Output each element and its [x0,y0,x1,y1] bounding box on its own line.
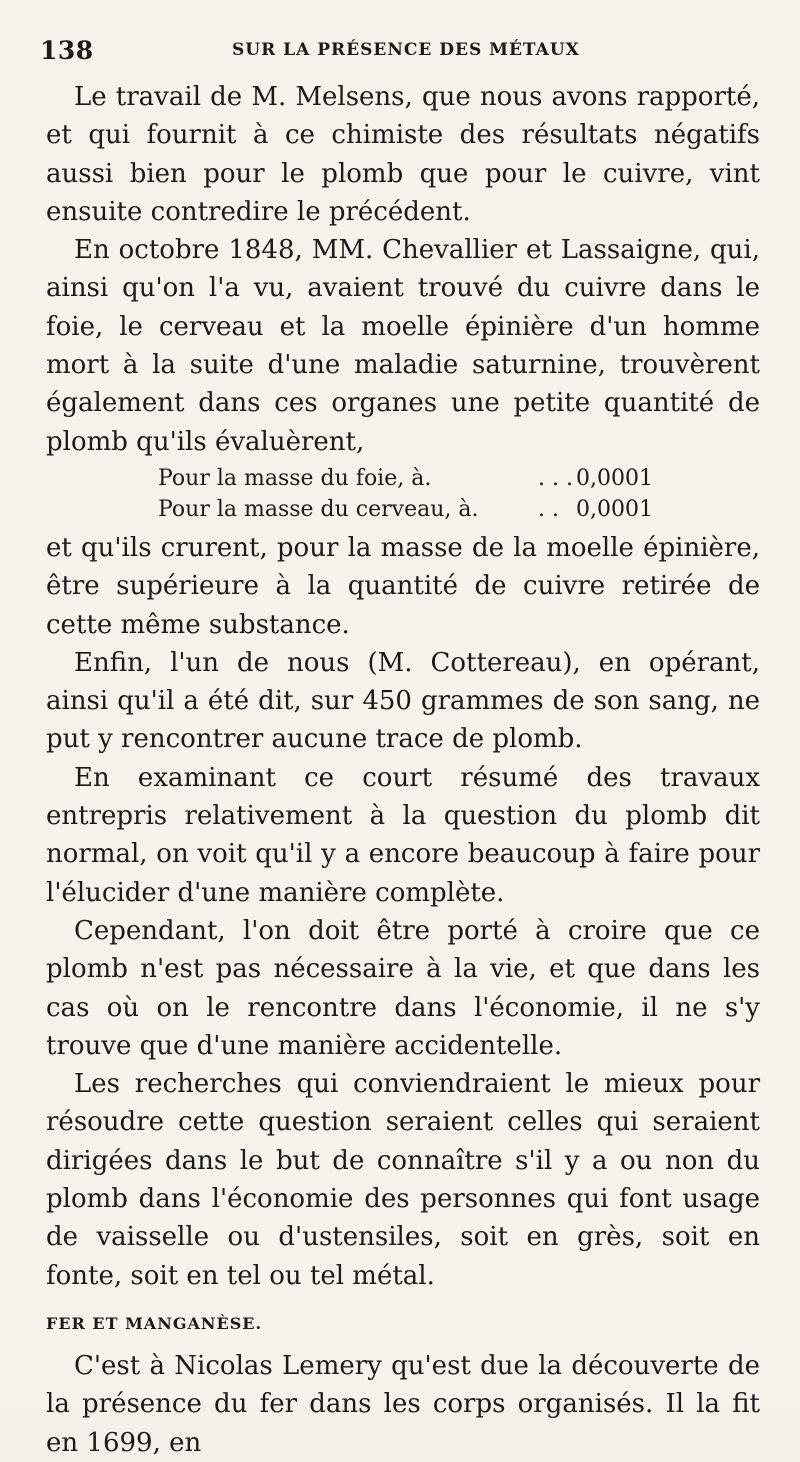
paragraph: C'est à Nicolas Lemery qu'est due la découverte de la présence du fer dans les corps organisés. Il la fit en 1699, en [46,1350,760,1458]
paragraph: En octobre 1848, MM. Chevallier et Lassaigne, qui, ainsi qu'on l'a vu, avaient trouvé du cuivre dans le foie, le cerveau et la moelle épinière d'un homme mort à la suite d'une maladie saturnine, trouvèrent également dans ces organes une petite quantité de plomb qu'ils évaluèrent, [46,235,760,457]
measurement-leader: . . [538,496,559,522]
measurement-row [46,463,760,494]
paragraph: Les recherches qui conviendraient le mieux pour résoudre cette question seraient celles qui seraient dirigées dans le but de connaître s'il y a ou non du plomb dans l'économie des personnes qui font usage de vaisselle ou d'ustensiles, soit en grès, soit en fonte, soit en tel ou tel métal. [46,1069,760,1291]
paragraph: Enfin, l'un de nous (M. Cottereau), en opérant, ainsi qu'il a été dit, sur 450 grammes de son sang, ne put y rencontrer aucune trace de plomb. [46,647,760,755]
measurement-leader: . . . [538,465,573,491]
body-text [46,78,760,1462]
measurement-label: Pour la masse du cerveau, à. [158,496,479,522]
measurement-list [46,463,760,525]
paragraph: Le travail de M. Melsens, que nous avons rapporté, et qui fournit à ce chimiste des résultats négatifs aussi bien pour le plomb que pour le cuivre, vint ensuite contredire le précédent. [46,82,760,227]
section-heading: FER ET MANGANÈSE. [46,1313,263,1333]
paragraph: et qu'ils crurent, pour la masse de la moelle épinière, être supérieure à la quantité de cuivre retirée de cette même substance. [46,532,760,640]
measurement-row [46,494,760,525]
paragraph: En examinant ce court résumé des travaux entrepris relativement à la question du plomb dit normal, on voit qu'il y a encore beaucoup à faire pour l'élucider d'une manière complète. [46,762,760,908]
page-header [40,36,760,70]
running-title: SUR LA PRÉSENCE DES MÉTAUX [232,40,580,60]
page-number: 138 [40,36,94,65]
measurement-label: Pour la masse du foie, à. [158,465,432,491]
measurement-value: 0,0001 [576,496,653,522]
paragraph: Cependant, l'on doit être porté à croire que ce plomb n'est pas nécessaire à la vie, et que dans les cas où on le rencontre dans l'économie, il ne s'y trouve que d'une manière accidentelle. [46,915,760,1061]
measurement-value: 0,0001 [576,465,653,491]
